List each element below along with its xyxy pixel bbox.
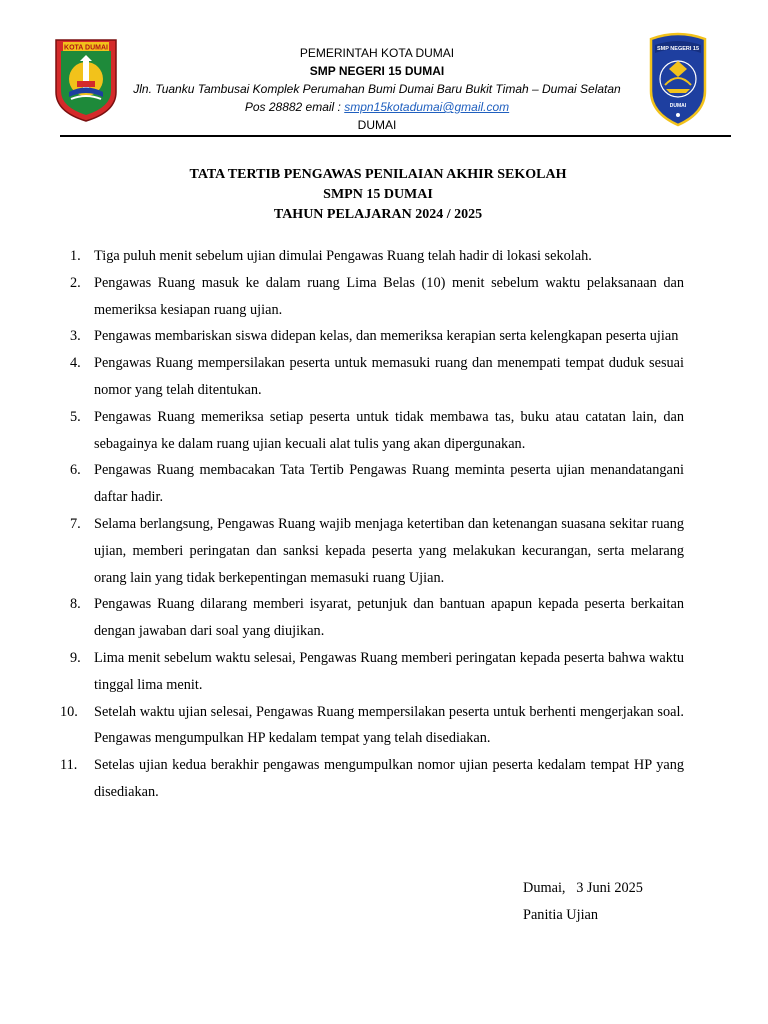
letterhead-divider [60, 135, 731, 137]
title-line-2: SMPN 15 DUMAI [323, 187, 433, 202]
rule-item: 8. Pengawas Ruang dilarang memberi isyarat, petunjuk dan bantuan apapun kepada peserta berkaitan dengan jawaban dari soal yang diujikan. [70, 596, 684, 640]
rule-item: 9. Lima menit sebelum waktu selesai, Pengawas Ruang memberi peringatan kepada peserta bahwa waktu tinggal lima menit. [70, 649, 684, 693]
rule-item: 1. Tiga puluh menit sebelum ujian dimulai Pengawas Ruang telah hadir di lokasi sekolah. [70, 248, 592, 264]
title-line-1: TATA TERTIB PENGAWAS PENILAIAN AKHIR SEKOLAH [189, 167, 567, 182]
smpn15-badge [645, 31, 711, 127]
letterhead-government: PEMERINTAH KOTA DUMAI [299, 46, 455, 60]
rule-item: 3. Pengawas membariskan siswa didepan kelas, dan memeriksa kerapian serta kelengkapan peserta ujian [70, 328, 679, 345]
signature-role: Panitia Ujian [523, 907, 599, 923]
title-line-3: TAHUN PELAJARAN 2024 / 2025 [273, 207, 483, 222]
letterhead-address: Jln. Tuanku Tambusai Komplek Perumahan Bumi Dumai Baru Bukit Timah – Dumai Selatan [133, 82, 621, 96]
email-link[interactable]: smpn15kotadumai@gmail.com [344, 100, 510, 114]
letterhead-postcode: Pos 28882 email : [244, 100, 341, 114]
rule-item: 11. Setelas ujian kedua berakhir pengawas mengumpulkan nomor ujian peserta kedalam tempat HP yang disediakan. [60, 757, 684, 800]
rule-item: 6. Pengawas Ruang membacakan Tata Tertib Pengawas Ruang meminta peserta ujian menandatangani daftar hadir. [70, 462, 684, 506]
rules-list [60, 243, 684, 806]
logo-left-label: KOTA DUMAI [64, 44, 108, 52]
letterhead [110, 44, 644, 134]
rule-item: 4. Pengawas Ruang mempersilakan peserta untuk memasuki ruang dan menempati tempat duduk sesuai nomor yang telah ditentukan. [70, 355, 684, 398]
logo-right-bottom-label: DUMAI [669, 103, 687, 109]
document-title [60, 165, 696, 225]
signature-block [523, 875, 643, 929]
rule-item: 5. Pengawas Ruang memeriksa setiap peserta untuk tidak membawa tas, buku atau catatan lain, dan sebagainya ke dalam ruang ujian kecuali alat tulis yang akan dipergunakan. [70, 408, 684, 452]
letterhead-city: DUMAI [357, 118, 397, 132]
signature-place-date: Dumai, 3 Juni 2025 [523, 880, 643, 896]
letterhead-contact [110, 98, 644, 116]
rule-item: 10. Setelah waktu ujian selesai, Pengawas Ruang mempersilakan peserta untuk berhenti mengerjakan soal. Pengawas mengumpulkan HP kedalam tempat yang telah disediakan. [60, 703, 684, 747]
rule-item: 2. Pengawas Ruang masuk ke dalam ruang Lima Belas (10) menit sebelum waktu pelaksanaan dan memeriksa kesiapan ruang ujian. [70, 274, 684, 318]
logo-right-top-label: SMP NEGERI 15 [656, 46, 700, 52]
rule-item: 7. Selama berlangsung, Pengawas Ruang wajib menjaga ketertiban dan ketenangan suasana sekitar ruang ujian, memberi peringatan dan sanksi kepada peserta yang melakukan kecurangan, serta melarang orang lain yang tidak berkepentingan memasuki ruang Ujian. [70, 515, 684, 586]
letterhead-school-name: SMP NEGERI 15 DUMAI [309, 64, 445, 78]
